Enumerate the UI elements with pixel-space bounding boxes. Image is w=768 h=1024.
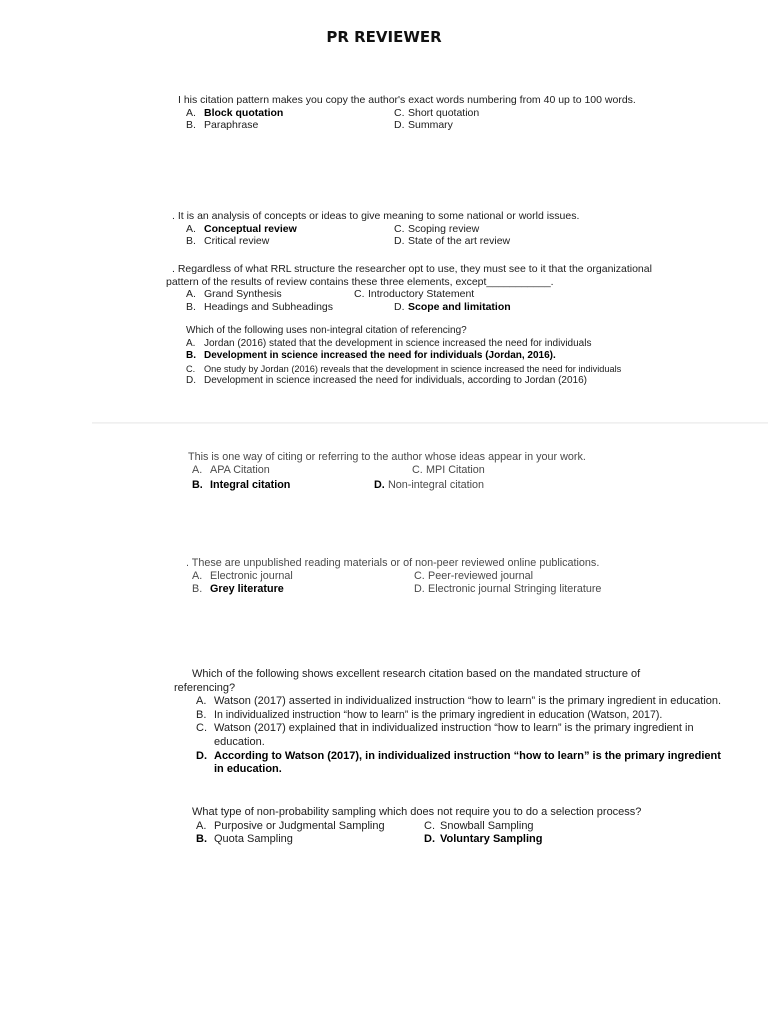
question-stem: I his citation pattern makes you copy the author's exact words numbering from 40 up to 100 words. (178, 94, 636, 106)
option-text: Scoping review (408, 222, 480, 235)
option-letter: A. (186, 222, 196, 235)
option-letter: D. (394, 119, 405, 131)
option-row (188, 479, 628, 492)
option-row (186, 375, 636, 388)
option-letter: C. (354, 288, 365, 300)
option-letter: A. (192, 570, 203, 582)
option-letter: D. (414, 582, 425, 595)
option-row (186, 363, 636, 376)
option-letter: B. (186, 119, 196, 131)
option-row (188, 464, 628, 477)
option-letter: A. (196, 695, 207, 708)
option-letter: B. (186, 300, 196, 313)
option-text: Non-integral citation (388, 478, 485, 491)
option-letter: D. (424, 833, 435, 846)
question-7 (174, 668, 722, 777)
question-stem-line-2: referencing? (174, 681, 236, 694)
option-text: Voluntary Sampling (440, 833, 543, 846)
option-text: Watson (2017) explained that in individualized instruction “how to learn” is the primary ingredient in education. (214, 722, 694, 748)
section-divider (92, 422, 768, 424)
option-row (196, 750, 722, 777)
option-text: Scope and limitation (408, 300, 511, 313)
option-text: Integral citation (210, 478, 291, 491)
option-text: Purposive or Judgmental Sampling (214, 819, 385, 832)
option-text: Summary (408, 119, 453, 131)
option-row (186, 338, 636, 351)
option-text: Block quotation (204, 106, 284, 119)
option-row (196, 695, 722, 709)
option-row (186, 583, 626, 596)
option-text: MPI Citation (426, 464, 485, 476)
option-text: Development in science increased the need for individuals, according to Jordan (2016) (204, 375, 588, 386)
option-letter: C. (424, 819, 435, 832)
option-letter: A. (196, 819, 207, 832)
option-row (192, 833, 692, 847)
option-letter: A. (192, 464, 203, 476)
page-title: PR REVIEWER (326, 28, 442, 46)
question-4 (186, 325, 636, 388)
option-row (196, 709, 722, 723)
option-text: Electronic journal (210, 570, 293, 582)
option-text: Critical review (204, 235, 270, 247)
option-letter: C. (414, 570, 425, 582)
option-row (166, 288, 646, 301)
option-letter: A. (186, 337, 196, 349)
question-1 (178, 94, 648, 132)
option-row (192, 820, 692, 834)
option-text: Headings and Subheadings (204, 300, 334, 313)
option-letter: B. (196, 708, 207, 721)
option-text: Watson (2017) asserted in individualized instruction “how to learn” is the primary ingredient in education. (214, 695, 722, 708)
option-letter: C. (394, 106, 405, 119)
option-text: Development in science increased the need for individuals (Jordan, 2016). (204, 350, 556, 361)
option-row (196, 722, 722, 749)
question-6 (186, 557, 626, 595)
option-letter: A. (186, 288, 196, 300)
option-text: In individualized instruction “how to learn” is the primary ingredient in education (Watson, 2017). (214, 708, 663, 721)
option-text: Introductory Statement (368, 288, 475, 300)
option-letter: C. (412, 464, 423, 476)
option-letter: C. (196, 722, 207, 735)
option-row (178, 107, 648, 120)
option-letter: D. (394, 235, 405, 247)
option-text: According to Watson (2017), in individualized instruction “how to learn” is the primary ingredient in education. (214, 749, 721, 776)
option-row (172, 235, 642, 248)
option-letter: B. (186, 235, 196, 247)
option-text: State of the art review (408, 235, 511, 247)
option-letter: A. (186, 106, 196, 119)
option-letter: B. (192, 478, 203, 491)
question-5 (188, 451, 628, 491)
option-text: Conceptual review (204, 222, 297, 235)
option-row (186, 570, 626, 583)
option-letter: D. (374, 478, 385, 491)
option-text: One study by Jordan (2016) reveals that the development in science increased the need for individuals (204, 363, 622, 374)
option-letter: D. (196, 749, 207, 762)
option-letter: B. (186, 350, 196, 361)
question-3 (166, 263, 652, 313)
option-row (178, 119, 648, 132)
option-text: Quota Sampling (214, 833, 293, 846)
option-text: Snowball Sampling (440, 819, 534, 832)
option-row (166, 301, 646, 314)
option-letter: B. (196, 833, 207, 846)
question-8 (192, 806, 692, 847)
option-text: Grey literature (210, 582, 284, 595)
option-row (186, 350, 636, 363)
option-row (172, 223, 642, 236)
question-2 (172, 210, 642, 248)
option-letter: C. (186, 363, 196, 374)
question-stem: This is one way of citing or referring to the author whose ideas appear in your work. (188, 451, 586, 463)
option-text: Peer-reviewed journal (428, 570, 534, 582)
question-stem: Which of the following uses non-integral citation of referencing? (186, 325, 467, 336)
question-stem-line-2: pattern of the results of review contains these three elements, except___________. (166, 275, 554, 288)
option-letter: D. (186, 375, 196, 386)
option-text: Short quotation (408, 106, 480, 119)
option-letter: B. (192, 582, 203, 595)
question-stem-line-1: Which of the following shows excellent research citation based on the mandated structure of (192, 668, 641, 680)
option-letter: D. (394, 300, 405, 313)
option-letter: C. (394, 222, 405, 235)
question-stem: . It is an analysis of concepts or ideas to give meaning to some national or world issues. (172, 210, 580, 222)
option-text: Electronic journal Stringing literature (428, 582, 602, 595)
option-text: Paraphrase (204, 119, 259, 131)
option-text: APA Citation (210, 464, 270, 476)
question-stem: What type of non-probability sampling which does not require you to do a selection process? (192, 806, 642, 818)
question-stem-line-1: . Regardless of what RRL structure the researcher opt to use, they must see to it that the organizational (172, 263, 652, 275)
question-stem: . These are unpublished reading materials or of non-peer reviewed online publications. (186, 557, 600, 569)
option-text: Jordan (2016) stated that the development in science increased the need for individuals (204, 337, 592, 349)
option-text: Grand Synthesis (204, 288, 282, 300)
